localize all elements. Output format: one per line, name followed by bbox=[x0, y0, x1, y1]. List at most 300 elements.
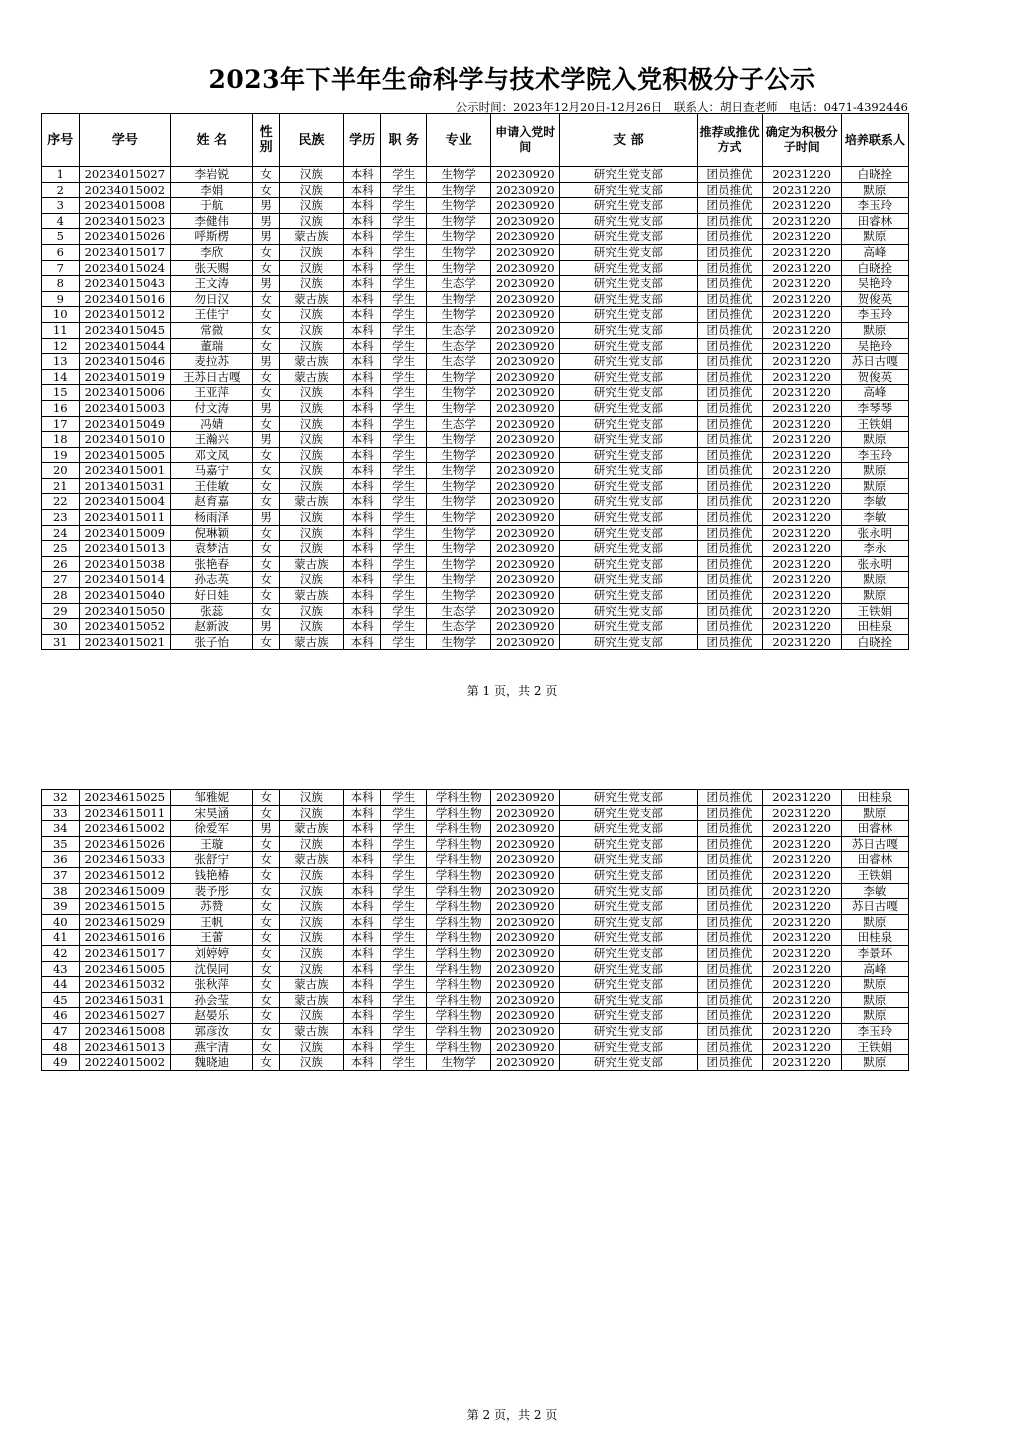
cell-major: 生物学 bbox=[427, 525, 491, 541]
cell-contact-person: 默原 bbox=[841, 229, 908, 245]
notice-contact: 联系人：胡日查老师 bbox=[673, 100, 778, 114]
header-major: 专业 bbox=[427, 114, 491, 167]
cell-recommend-method: 团员推优 bbox=[697, 494, 762, 510]
cell-confirm-date: 20231220 bbox=[762, 899, 841, 915]
cell-index: 5 bbox=[42, 229, 80, 245]
cell-ethnicity: 汉族 bbox=[279, 805, 343, 821]
cell-education: 本科 bbox=[343, 836, 381, 852]
cell-student-id: 20234615013 bbox=[79, 1039, 170, 1055]
cell-index: 49 bbox=[42, 1055, 80, 1071]
cell-gender: 女 bbox=[253, 945, 279, 961]
table-row bbox=[42, 291, 909, 307]
cell-contact-person: 默原 bbox=[841, 992, 908, 1008]
cell-name: 魏晓迪 bbox=[171, 1055, 253, 1071]
cell-name: 王佳敏 bbox=[171, 478, 253, 494]
cell-education: 本科 bbox=[343, 494, 381, 510]
cell-ethnicity: 汉族 bbox=[279, 836, 343, 852]
cell-apply-date: 20230920 bbox=[491, 588, 560, 604]
cell-recommend-method: 团员推优 bbox=[697, 478, 762, 494]
cell-contact-person: 贺俊英 bbox=[841, 369, 908, 385]
cell-name: 王瀚兴 bbox=[171, 432, 253, 448]
cell-confirm-date: 20231220 bbox=[762, 369, 841, 385]
cell-branch: 研究生党支部 bbox=[560, 805, 697, 821]
cell-education: 本科 bbox=[343, 992, 381, 1008]
cell-gender: 男 bbox=[253, 276, 279, 292]
cell-student-id: 20234015003 bbox=[79, 400, 170, 416]
cell-student-id: 20234015019 bbox=[79, 369, 170, 385]
cell-position: 学生 bbox=[381, 369, 427, 385]
cell-ethnicity: 汉族 bbox=[279, 447, 343, 463]
cell-student-id: 20234615005 bbox=[79, 961, 170, 977]
cell-branch: 研究生党支部 bbox=[560, 619, 697, 635]
cell-index: 22 bbox=[42, 494, 80, 510]
cell-index: 25 bbox=[42, 541, 80, 557]
cell-major: 学科生物 bbox=[427, 992, 491, 1008]
cell-name: 李欣 bbox=[171, 244, 253, 260]
table-row bbox=[42, 1039, 909, 1055]
cell-index: 36 bbox=[42, 852, 80, 868]
cell-name: 徐爱军 bbox=[171, 821, 253, 837]
cell-major: 学科生物 bbox=[427, 930, 491, 946]
cell-branch: 研究生党支部 bbox=[560, 883, 697, 899]
table-row bbox=[42, 790, 909, 806]
cell-confirm-date: 20231220 bbox=[762, 992, 841, 1008]
cell-contact-person: 田睿林 bbox=[841, 821, 908, 837]
cell-major: 生物学 bbox=[427, 369, 491, 385]
table-row bbox=[42, 821, 909, 837]
table-row bbox=[42, 276, 909, 292]
cell-branch: 研究生党支部 bbox=[560, 992, 697, 1008]
cell-gender: 女 bbox=[253, 463, 279, 479]
table-row bbox=[42, 867, 909, 883]
cell-ethnicity: 蒙古族 bbox=[279, 821, 343, 837]
cell-gender: 女 bbox=[253, 322, 279, 338]
table-row bbox=[42, 572, 909, 588]
cell-major: 生物学 bbox=[427, 494, 491, 510]
cell-education: 本科 bbox=[343, 541, 381, 557]
cell-recommend-method: 团员推优 bbox=[697, 977, 762, 993]
cell-branch: 研究生党支部 bbox=[560, 400, 697, 416]
cell-position: 学生 bbox=[381, 213, 427, 229]
cell-gender: 女 bbox=[253, 1039, 279, 1055]
table-row bbox=[42, 260, 909, 276]
cell-name: 张天赐 bbox=[171, 260, 253, 276]
cell-position: 学生 bbox=[381, 510, 427, 526]
cell-position: 学生 bbox=[381, 447, 427, 463]
cell-index: 35 bbox=[42, 836, 80, 852]
cell-gender: 女 bbox=[253, 836, 279, 852]
cell-education: 本科 bbox=[343, 182, 381, 198]
cell-major: 生物学 bbox=[427, 432, 491, 448]
cell-ethnicity: 汉族 bbox=[279, 167, 343, 183]
cell-major: 生物学 bbox=[427, 510, 491, 526]
cell-name: 孙会莹 bbox=[171, 992, 253, 1008]
cell-education: 本科 bbox=[343, 619, 381, 635]
cell-student-id: 20234015050 bbox=[79, 603, 170, 619]
cell-student-id: 20234015005 bbox=[79, 447, 170, 463]
cell-ethnicity: 汉族 bbox=[279, 416, 343, 432]
cell-apply-date: 20230920 bbox=[491, 790, 560, 806]
cell-ethnicity: 汉族 bbox=[279, 541, 343, 557]
cell-name: 张艳春 bbox=[171, 556, 253, 572]
cell-major: 生态学 bbox=[427, 354, 491, 370]
cell-gender: 女 bbox=[253, 478, 279, 494]
cell-major: 生物学 bbox=[427, 385, 491, 401]
cell-education: 本科 bbox=[343, 510, 381, 526]
cell-major: 生态学 bbox=[427, 338, 491, 354]
cell-recommend-method: 团员推优 bbox=[697, 369, 762, 385]
table-row bbox=[42, 977, 909, 993]
table-row bbox=[42, 961, 909, 977]
cell-position: 学生 bbox=[381, 400, 427, 416]
cell-index: 24 bbox=[42, 525, 80, 541]
cell-recommend-method: 团员推优 bbox=[697, 260, 762, 276]
table-row bbox=[42, 634, 909, 650]
cell-name: 马嘉宁 bbox=[171, 463, 253, 479]
table-row bbox=[42, 899, 909, 915]
cell-major: 学科生物 bbox=[427, 852, 491, 868]
cell-student-id: 20234615031 bbox=[79, 992, 170, 1008]
cell-position: 学生 bbox=[381, 899, 427, 915]
cell-contact-person: 高峰 bbox=[841, 385, 908, 401]
cell-confirm-date: 20231220 bbox=[762, 400, 841, 416]
cell-major: 生物学 bbox=[427, 307, 491, 323]
cell-major: 生物学 bbox=[427, 260, 491, 276]
cell-major: 生物学 bbox=[427, 1055, 491, 1071]
cell-gender: 女 bbox=[253, 572, 279, 588]
cell-confirm-date: 20231220 bbox=[762, 244, 841, 260]
cell-student-id: 20234015017 bbox=[79, 244, 170, 260]
cell-recommend-method: 团员推优 bbox=[697, 291, 762, 307]
cell-name: 倪琳颖 bbox=[171, 525, 253, 541]
cell-confirm-date: 20231220 bbox=[762, 1039, 841, 1055]
cell-name: 王苏日古嘎 bbox=[171, 369, 253, 385]
cell-major: 学科生物 bbox=[427, 961, 491, 977]
cell-position: 学生 bbox=[381, 588, 427, 604]
cell-apply-date: 20230920 bbox=[491, 416, 560, 432]
table-row bbox=[42, 852, 909, 868]
cell-education: 本科 bbox=[343, 229, 381, 245]
cell-branch: 研究生党支部 bbox=[560, 1008, 697, 1024]
cell-student-id: 20234615029 bbox=[79, 914, 170, 930]
cell-major: 生物学 bbox=[427, 198, 491, 214]
cell-position: 学生 bbox=[381, 634, 427, 650]
cell-branch: 研究生党支部 bbox=[560, 977, 697, 993]
cell-student-id: 20234015013 bbox=[79, 541, 170, 557]
cell-name: 王蕾 bbox=[171, 930, 253, 946]
cell-branch: 研究生党支部 bbox=[560, 603, 697, 619]
cell-index: 17 bbox=[42, 416, 80, 432]
cell-gender: 男 bbox=[253, 229, 279, 245]
cell-apply-date: 20230920 bbox=[491, 634, 560, 650]
cell-major: 生物学 bbox=[427, 588, 491, 604]
cell-contact-person: 李敏 bbox=[841, 883, 908, 899]
cell-recommend-method: 团员推优 bbox=[697, 322, 762, 338]
cell-gender: 男 bbox=[253, 354, 279, 370]
cell-position: 学生 bbox=[381, 541, 427, 557]
cell-ethnicity: 汉族 bbox=[279, 914, 343, 930]
cell-education: 本科 bbox=[343, 977, 381, 993]
cell-recommend-method: 团员推优 bbox=[697, 603, 762, 619]
cell-ethnicity: 蒙古族 bbox=[279, 852, 343, 868]
cell-ethnicity: 蒙古族 bbox=[279, 494, 343, 510]
cell-gender: 男 bbox=[253, 619, 279, 635]
cell-index: 29 bbox=[42, 603, 80, 619]
cell-name: 董瑞 bbox=[171, 338, 253, 354]
cell-name: 李娟 bbox=[171, 182, 253, 198]
cell-confirm-date: 20231220 bbox=[762, 883, 841, 899]
cell-major: 学科生物 bbox=[427, 899, 491, 915]
cell-apply-date: 20230920 bbox=[491, 244, 560, 260]
cell-position: 学生 bbox=[381, 322, 427, 338]
cell-branch: 研究生党支部 bbox=[560, 338, 697, 354]
cell-gender: 女 bbox=[253, 1008, 279, 1024]
cell-education: 本科 bbox=[343, 867, 381, 883]
cell-apply-date: 20230920 bbox=[491, 307, 560, 323]
roster-table-page1 bbox=[41, 113, 909, 650]
cell-ethnicity: 蒙古族 bbox=[279, 588, 343, 604]
cell-education: 本科 bbox=[343, 556, 381, 572]
cell-index: 7 bbox=[42, 260, 80, 276]
cell-branch: 研究生党支部 bbox=[560, 572, 697, 588]
cell-apply-date: 20230920 bbox=[491, 510, 560, 526]
cell-gender: 女 bbox=[253, 369, 279, 385]
cell-education: 本科 bbox=[343, 945, 381, 961]
cell-recommend-method: 团员推优 bbox=[697, 899, 762, 915]
notice-time: 公示时间：2023年12月20日-12月26日 bbox=[455, 100, 663, 114]
cell-branch: 研究生党支部 bbox=[560, 291, 697, 307]
cell-student-id: 20234615025 bbox=[79, 790, 170, 806]
cell-confirm-date: 20231220 bbox=[762, 385, 841, 401]
cell-apply-date: 20230920 bbox=[491, 821, 560, 837]
table-row bbox=[42, 229, 909, 245]
header-ethnicity: 民族 bbox=[279, 114, 343, 167]
cell-apply-date: 20230920 bbox=[491, 369, 560, 385]
cell-education: 本科 bbox=[343, 447, 381, 463]
cell-name: 张舒宁 bbox=[171, 852, 253, 868]
cell-student-id: 20234015016 bbox=[79, 291, 170, 307]
cell-apply-date: 20230920 bbox=[491, 432, 560, 448]
cell-contact-person: 田睿林 bbox=[841, 852, 908, 868]
cell-contact-person: 默原 bbox=[841, 977, 908, 993]
cell-education: 本科 bbox=[343, 961, 381, 977]
cell-ethnicity: 蒙古族 bbox=[279, 977, 343, 993]
cell-confirm-date: 20231220 bbox=[762, 914, 841, 930]
cell-major: 学科生物 bbox=[427, 945, 491, 961]
cell-index: 40 bbox=[42, 914, 80, 930]
cell-gender: 男 bbox=[253, 432, 279, 448]
cell-apply-date: 20230920 bbox=[491, 229, 560, 245]
cell-education: 本科 bbox=[343, 260, 381, 276]
cell-position: 学生 bbox=[381, 992, 427, 1008]
cell-branch: 研究生党支部 bbox=[560, 525, 697, 541]
cell-recommend-method: 团员推优 bbox=[697, 338, 762, 354]
cell-gender: 女 bbox=[253, 494, 279, 510]
cell-name: 张子怡 bbox=[171, 634, 253, 650]
cell-name: 沈俣同 bbox=[171, 961, 253, 977]
cell-index: 9 bbox=[42, 291, 80, 307]
cell-education: 本科 bbox=[343, 603, 381, 619]
cell-recommend-method: 团员推优 bbox=[697, 572, 762, 588]
cell-education: 本科 bbox=[343, 1039, 381, 1055]
cell-confirm-date: 20231220 bbox=[762, 634, 841, 650]
cell-contact-person: 张永明 bbox=[841, 556, 908, 572]
header-gender: 性别 bbox=[253, 114, 279, 167]
cell-position: 学生 bbox=[381, 930, 427, 946]
cell-branch: 研究生党支部 bbox=[560, 930, 697, 946]
cell-name: 燕宇清 bbox=[171, 1039, 253, 1055]
cell-apply-date: 20230920 bbox=[491, 291, 560, 307]
cell-apply-date: 20230920 bbox=[491, 198, 560, 214]
cell-index: 42 bbox=[42, 945, 80, 961]
cell-apply-date: 20230920 bbox=[491, 992, 560, 1008]
cell-recommend-method: 团员推优 bbox=[697, 805, 762, 821]
cell-student-id: 20234615015 bbox=[79, 899, 170, 915]
cell-contact-person: 贺俊英 bbox=[841, 291, 908, 307]
cell-name: 张秋萍 bbox=[171, 977, 253, 993]
cell-name: 郭彦汝 bbox=[171, 1023, 253, 1039]
cell-position: 学生 bbox=[381, 852, 427, 868]
cell-index: 15 bbox=[42, 385, 80, 401]
cell-contact-person: 苏日古嘎 bbox=[841, 836, 908, 852]
cell-contact-person: 默原 bbox=[841, 1055, 908, 1071]
cell-confirm-date: 20231220 bbox=[762, 260, 841, 276]
cell-ethnicity: 蒙古族 bbox=[279, 354, 343, 370]
cell-student-id: 20234015027 bbox=[79, 167, 170, 183]
cell-major: 学科生物 bbox=[427, 1039, 491, 1055]
cell-education: 本科 bbox=[343, 572, 381, 588]
cell-gender: 男 bbox=[253, 400, 279, 416]
cell-name: 李健伟 bbox=[171, 213, 253, 229]
cell-ethnicity: 汉族 bbox=[279, 338, 343, 354]
cell-contact-person: 默原 bbox=[841, 572, 908, 588]
cell-recommend-method: 团员推优 bbox=[697, 1055, 762, 1071]
cell-apply-date: 20230920 bbox=[491, 213, 560, 229]
cell-gender: 女 bbox=[253, 914, 279, 930]
cell-name: 袁梦洁 bbox=[171, 541, 253, 557]
cell-student-id: 20234615012 bbox=[79, 867, 170, 883]
cell-confirm-date: 20231220 bbox=[762, 182, 841, 198]
cell-student-id: 20234015021 bbox=[79, 634, 170, 650]
table-row bbox=[42, 322, 909, 338]
cell-confirm-date: 20231220 bbox=[762, 867, 841, 883]
cell-contact-person: 王铁娟 bbox=[841, 867, 908, 883]
cell-recommend-method: 团员推优 bbox=[697, 182, 762, 198]
cell-ethnicity: 汉族 bbox=[279, 322, 343, 338]
header-confirm-date: 确定为积极分子时间 bbox=[762, 114, 841, 167]
cell-contact-person: 默原 bbox=[841, 478, 908, 494]
cell-major: 学科生物 bbox=[427, 805, 491, 821]
cell-apply-date: 20230920 bbox=[491, 572, 560, 588]
cell-confirm-date: 20231220 bbox=[762, 510, 841, 526]
cell-name: 孙志英 bbox=[171, 572, 253, 588]
cell-recommend-method: 团员推优 bbox=[697, 1008, 762, 1024]
cell-apply-date: 20230920 bbox=[491, 478, 560, 494]
cell-branch: 研究生党支部 bbox=[560, 867, 697, 883]
cell-contact-person: 田桂泉 bbox=[841, 930, 908, 946]
cell-education: 本科 bbox=[343, 307, 381, 323]
cell-ethnicity: 汉族 bbox=[279, 463, 343, 479]
cell-ethnicity: 汉族 bbox=[279, 930, 343, 946]
cell-education: 本科 bbox=[343, 821, 381, 837]
cell-student-id: 20234015043 bbox=[79, 276, 170, 292]
cell-student-id: 20234615009 bbox=[79, 883, 170, 899]
cell-name: 邹雅妮 bbox=[171, 790, 253, 806]
cell-index: 44 bbox=[42, 977, 80, 993]
cell-student-id: 20234015010 bbox=[79, 432, 170, 448]
cell-recommend-method: 团员推优 bbox=[697, 790, 762, 806]
cell-branch: 研究生党支部 bbox=[560, 182, 697, 198]
cell-confirm-date: 20231220 bbox=[762, 307, 841, 323]
cell-index: 28 bbox=[42, 588, 80, 604]
cell-confirm-date: 20231220 bbox=[762, 463, 841, 479]
cell-name: 王佳宁 bbox=[171, 307, 253, 323]
cell-recommend-method: 团员推优 bbox=[697, 463, 762, 479]
cell-apply-date: 20230920 bbox=[491, 1039, 560, 1055]
cell-branch: 研究生党支部 bbox=[560, 229, 697, 245]
cell-apply-date: 20230920 bbox=[491, 541, 560, 557]
cell-ethnicity: 汉族 bbox=[279, 1039, 343, 1055]
table-row bbox=[42, 1023, 909, 1039]
cell-name: 麦拉苏 bbox=[171, 354, 253, 370]
table-row bbox=[42, 198, 909, 214]
cell-recommend-method: 团员推优 bbox=[697, 588, 762, 604]
cell-ethnicity: 汉族 bbox=[279, 899, 343, 915]
cell-gender: 女 bbox=[253, 930, 279, 946]
cell-education: 本科 bbox=[343, 914, 381, 930]
cell-confirm-date: 20231220 bbox=[762, 494, 841, 510]
cell-gender: 女 bbox=[253, 899, 279, 915]
cell-name: 张蕊 bbox=[171, 603, 253, 619]
cell-education: 本科 bbox=[343, 369, 381, 385]
cell-ethnicity: 蒙古族 bbox=[279, 229, 343, 245]
cell-index: 21 bbox=[42, 478, 80, 494]
cell-apply-date: 20230920 bbox=[491, 977, 560, 993]
cell-gender: 女 bbox=[253, 416, 279, 432]
cell-contact-person: 李琴琴 bbox=[841, 400, 908, 416]
cell-branch: 研究生党支部 bbox=[560, 852, 697, 868]
table-row bbox=[42, 494, 909, 510]
cell-recommend-method: 团员推优 bbox=[697, 244, 762, 260]
cell-confirm-date: 20231220 bbox=[762, 961, 841, 977]
cell-index: 38 bbox=[42, 883, 80, 899]
cell-branch: 研究生党支部 bbox=[560, 899, 697, 915]
header-education: 学历 bbox=[343, 114, 381, 167]
cell-student-id: 20234615032 bbox=[79, 977, 170, 993]
cell-gender: 男 bbox=[253, 821, 279, 837]
cell-name: 好日娃 bbox=[171, 588, 253, 604]
cell-ethnicity: 汉族 bbox=[279, 572, 343, 588]
cell-contact-person: 默原 bbox=[841, 182, 908, 198]
cell-confirm-date: 20231220 bbox=[762, 852, 841, 868]
cell-contact-person: 默原 bbox=[841, 588, 908, 604]
cell-student-id: 20234615033 bbox=[79, 852, 170, 868]
cell-index: 6 bbox=[42, 244, 80, 260]
cell-education: 本科 bbox=[343, 244, 381, 260]
cell-index: 18 bbox=[42, 432, 80, 448]
cell-student-id: 20234015044 bbox=[79, 338, 170, 354]
cell-student-id: 20234015052 bbox=[79, 619, 170, 635]
cell-index: 30 bbox=[42, 619, 80, 635]
cell-position: 学生 bbox=[381, 1008, 427, 1024]
cell-position: 学生 bbox=[381, 977, 427, 993]
cell-gender: 女 bbox=[253, 588, 279, 604]
page-title: 2023年下半年生命科学与技术学院入党积极分子公示 bbox=[208, 65, 816, 94]
cell-ethnicity: 汉族 bbox=[279, 945, 343, 961]
cell-apply-date: 20230920 bbox=[491, 400, 560, 416]
cell-position: 学生 bbox=[381, 229, 427, 245]
cell-apply-date: 20230920 bbox=[491, 463, 560, 479]
